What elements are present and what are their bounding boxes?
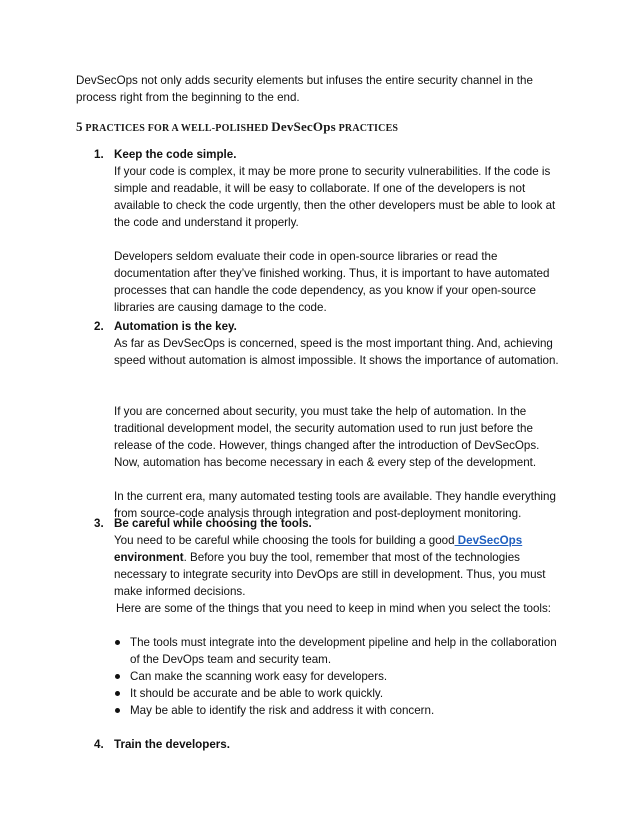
item-paragraph <box>114 532 562 600</box>
item-number: 4. <box>94 738 104 751</box>
item-paragraph: Here are some of the things that you need to keep in mind when you select the tools: <box>116 602 552 615</box>
item-paragraph: If you are concerned about security, you must take the help of automation. In the traditional development model, the security automation used to run just before the release of the code. However, things changed after the introduction of DevSecOps. Now, automation has become necessary in each & every step of the development. <box>114 405 540 469</box>
environment-text: environment <box>114 551 184 564</box>
bullet-text: It should be accurate and be able to work quickly. <box>130 687 384 700</box>
bullet-item <box>114 634 566 668</box>
section-heading <box>76 119 398 135</box>
bullet-icon <box>115 691 120 696</box>
item-title: Keep the code simple. <box>114 148 237 161</box>
tool-bullets <box>114 634 566 719</box>
heading-number: 5 <box>76 119 83 134</box>
bullet-item <box>114 668 566 685</box>
paragraph-text: . Before you buy the tool, remember that most of the technologies necessary to integrate security into DevOps are still in development. Thus, you must make informed decisions. <box>114 551 546 598</box>
bullet-text: The tools must integrate into the development pipeline and help in the collaboration of the DevOps team and security team. <box>130 636 557 666</box>
paragraph-text: You need to be careful while choosing the tools for building a good <box>114 534 455 547</box>
item-title: Be careful while choosing the tools. <box>114 517 312 530</box>
intro-paragraph: DevSecOps not only adds security elements but infuses the entire security channel in the process right from the beginning to the end. <box>76 74 533 104</box>
item-paragraph: If your code is complex, it may be more prone to security vulnerabilities. If the code is simple and readable, it will be easy to collaborate. If one of the developers is not available to check the code urgently, then the other developers must be able to look at the code and understand it properly. <box>114 165 556 229</box>
heading-text: PRACTICES FOR A WELL-POLISHED <box>82 123 272 134</box>
item-paragraph: As far as DevSecOps is concerned, speed is the most important thing. And, achieving speed without automation is almost impossible. It shows the importance of automation. <box>114 337 559 367</box>
item-number: 2. <box>94 320 104 333</box>
item-number: 3. <box>94 517 104 530</box>
item-paragraph: Developers seldom evaluate their code in open-source libraries or read the documentation after they’ve finished working. Thus, it is important to have automated processes that can handle the code dependency, as you know if your open-source libraries are causing damage to the code. <box>114 250 550 314</box>
bullet-item <box>114 685 566 702</box>
bullet-icon <box>115 708 120 713</box>
heading-text-end: PRACTICES <box>335 123 399 134</box>
devsecops-link[interactable]: DevSecOps <box>454 534 523 547</box>
bullet-text: Can make the scanning work easy for developers. <box>130 670 388 683</box>
bullet-text: May be able to identify the risk and address it with concern. <box>130 704 435 717</box>
bullet-icon <box>115 674 120 679</box>
heading-brand: DevSecOps <box>271 119 336 134</box>
item-title: Train the developers. <box>114 738 230 751</box>
item-paragraph: In the current era, many automated testing tools are available. They handle everything from source-code analysis through integration and post-deployment monitoring. <box>114 490 556 520</box>
item-number: 1. <box>94 148 104 161</box>
item-title: Automation is the key. <box>114 320 237 333</box>
bullet-item <box>114 702 566 719</box>
bullet-icon <box>115 640 120 645</box>
